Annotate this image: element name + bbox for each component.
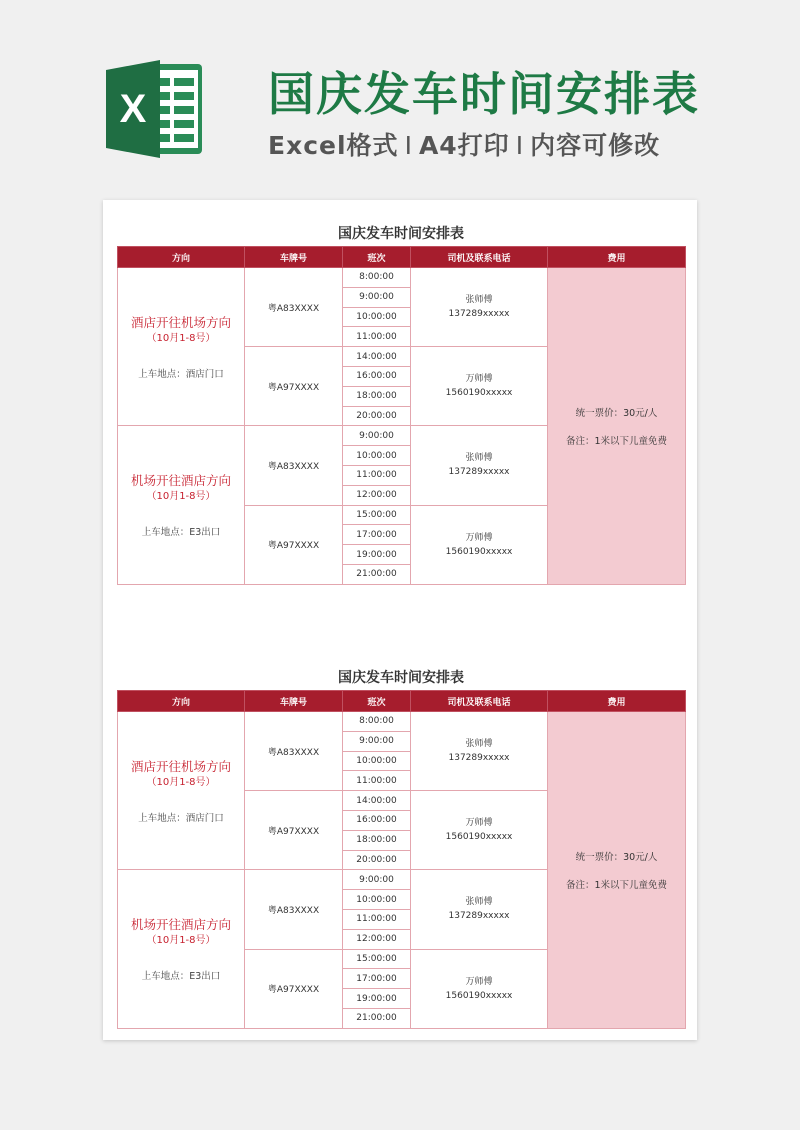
departure-time: 12:00:00 [343, 929, 411, 949]
direction-date: （10月1-8号） [146, 332, 216, 344]
tag-separator: I [515, 131, 525, 160]
column-header: 班次 [343, 247, 411, 268]
departure-time: 11:00:00 [343, 465, 411, 485]
header-row [118, 247, 686, 268]
column-header: 司机及联系电话 [411, 247, 548, 268]
departure-time: 9:00:00 [343, 870, 411, 890]
page-title: 国庆发车时间安排表 [268, 67, 700, 121]
driver-phone: 137289xxxxx [448, 467, 510, 478]
departure-time: 10:00:00 [343, 446, 411, 466]
departure-time: 21:00:00 [343, 1008, 411, 1028]
departure-time: 12:00:00 [343, 485, 411, 505]
departure-time: 16:00:00 [343, 366, 411, 386]
banner [0, 0, 800, 200]
driver-name: 张师傅 [465, 453, 493, 464]
table-row [118, 268, 686, 288]
driver-contact [411, 791, 548, 870]
driver-name: 张师傅 [465, 897, 493, 908]
plate-number: 粤A97XXXX [245, 505, 343, 584]
departure-time: 14:00:00 [343, 347, 411, 367]
departure-time: 8:00:00 [343, 268, 411, 288]
direction-date: （10月1-8号） [146, 776, 216, 788]
departure-time: 11:00:00 [343, 909, 411, 929]
driver-name: 万师傅 [465, 818, 493, 829]
column-header: 方向 [118, 691, 245, 712]
fee-price: 统一票价：30元/人 [575, 851, 658, 863]
plate-number: 粤A83XXXX [245, 268, 343, 347]
tag-editable: 内容可修改 [530, 131, 661, 160]
driver-phone: 137289xxxxx [448, 309, 510, 320]
svg-text:X: X [119, 87, 147, 131]
departure-time: 9:00:00 [343, 426, 411, 446]
pickup-location: 上车地点：E3出口 [141, 527, 221, 539]
driver-phone: 1560190xxxxx [445, 388, 513, 399]
table-row [118, 712, 686, 732]
direction-name: 机场开往酒店方向 [130, 473, 231, 489]
driver-contact [411, 712, 548, 791]
driver-name: 万师傅 [465, 976, 493, 987]
feature-tags [268, 126, 660, 162]
pickup-location: 上车地点：E3出口 [141, 971, 221, 983]
column-header: 方向 [118, 247, 245, 268]
schedule-block [117, 204, 685, 585]
direction-cell [118, 712, 245, 870]
plate-number: 粤A83XXXX [245, 870, 343, 949]
departure-time: 10:00:00 [343, 890, 411, 910]
direction-name: 酒店开往机场方向 [130, 314, 231, 330]
fee-price: 统一票价：30元/人 [575, 407, 658, 419]
departure-time: 15:00:00 [343, 505, 411, 525]
departure-time: 10:00:00 [343, 307, 411, 327]
departure-time: 15:00:00 [343, 949, 411, 969]
departure-time: 18:00:00 [343, 830, 411, 850]
departure-time: 17:00:00 [343, 525, 411, 545]
plate-number: 粤A83XXXX [245, 712, 343, 791]
driver-contact [411, 426, 548, 505]
schedule-title: 国庆发车时间安排表 [338, 226, 464, 242]
plate-number: 粤A97XXXX [245, 791, 343, 870]
driver-contact [411, 347, 548, 426]
departure-time: 11:00:00 [343, 327, 411, 347]
column-header: 车牌号 [245, 247, 343, 268]
schedule-block [117, 648, 685, 1029]
driver-phone: 1560190xxxxx [445, 832, 513, 843]
driver-phone: 137289xxxxx [448, 911, 510, 922]
departure-time: 9:00:00 [343, 731, 411, 751]
column-header: 费用 [548, 691, 686, 712]
departure-time: 18:00:00 [343, 386, 411, 406]
direction-date: （10月1-8号） [146, 935, 216, 947]
departure-time: 14:00:00 [343, 791, 411, 811]
departure-time: 16:00:00 [343, 810, 411, 830]
driver-contact [411, 505, 548, 584]
tag-format: Excel格式 [268, 131, 399, 160]
column-header: 费用 [548, 247, 686, 268]
column-header: 车牌号 [245, 691, 343, 712]
departure-time: 20:00:00 [343, 850, 411, 870]
fee-cell [548, 712, 686, 1029]
direction-name: 机场开往酒店方向 [130, 917, 231, 933]
plate-number: 粤A97XXXX [245, 949, 343, 1028]
driver-contact [411, 949, 548, 1028]
departure-time: 10:00:00 [343, 751, 411, 771]
driver-name: 万师傅 [465, 532, 493, 543]
direction-date: （10月1-8号） [146, 491, 216, 503]
direction-cell [118, 426, 245, 584]
fee-note: 备注：1米以下儿童免费 [565, 435, 668, 447]
fee-cell [548, 268, 686, 585]
column-header: 班次 [343, 691, 411, 712]
driver-contact [411, 870, 548, 949]
excel-logo-icon [104, 60, 204, 158]
departure-time: 21:00:00 [343, 564, 411, 584]
driver-name: 万师傅 [465, 374, 493, 385]
departure-time: 17:00:00 [343, 969, 411, 989]
plate-number: 粤A83XXXX [245, 426, 343, 505]
schedule-table [117, 690, 686, 1029]
direction-name: 酒店开往机场方向 [130, 758, 231, 774]
departure-time: 9:00:00 [343, 287, 411, 307]
pickup-location: 上车地点：酒店门口 [138, 368, 224, 380]
driver-phone: 1560190xxxxx [445, 546, 513, 557]
departure-time: 8:00:00 [343, 712, 411, 732]
direction-cell [118, 268, 245, 426]
driver-contact [411, 268, 548, 347]
driver-name: 张师傅 [465, 739, 493, 750]
plate-number: 粤A97XXXX [245, 347, 343, 426]
schedule-table [117, 246, 686, 585]
direction-cell [118, 870, 245, 1028]
driver-phone: 137289xxxxx [448, 753, 510, 764]
schedule-title: 国庆发车时间安排表 [338, 670, 464, 686]
driver-phone: 1560190xxxxx [445, 990, 513, 1001]
header-row [118, 691, 686, 712]
pickup-location: 上车地点：酒店门口 [138, 812, 224, 824]
departure-time: 19:00:00 [343, 545, 411, 565]
column-header: 司机及联系电话 [411, 691, 548, 712]
departure-time: 20:00:00 [343, 406, 411, 426]
driver-name: 张师傅 [465, 295, 493, 306]
tag-print: A4打印 [418, 131, 510, 160]
departure-time: 11:00:00 [343, 771, 411, 791]
departure-time: 19:00:00 [343, 989, 411, 1009]
tag-separator: I [404, 131, 413, 160]
fee-note: 备注：1米以下儿童免费 [565, 879, 668, 891]
